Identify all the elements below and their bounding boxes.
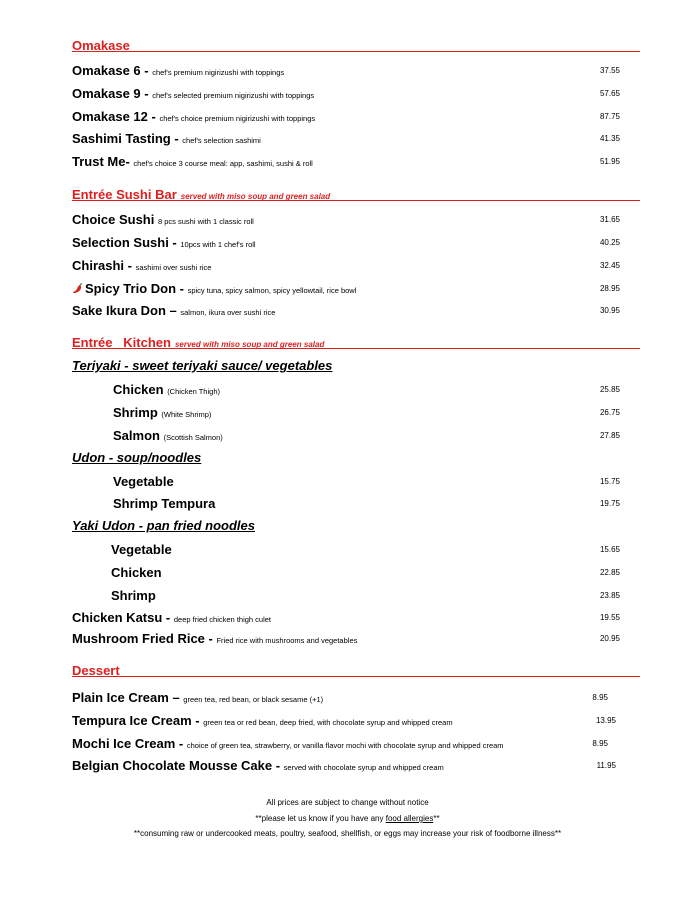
item-name: Omakase 12 - <box>72 109 160 124</box>
menu-item <box>113 427 622 445</box>
item-name: Mochi Ice Cream - <box>72 736 187 751</box>
menu-item <box>72 108 622 126</box>
item-price: 40.25 <box>599 238 620 247</box>
item-name: Chirashi - <box>72 258 136 273</box>
item-desc: served with chocolate syrup and whipped cream <box>283 763 444 772</box>
item-name: Omakase 6 - <box>72 63 153 78</box>
item-name: Vegetable <box>113 474 174 489</box>
item-desc: Fried rice with mushrooms and vegetables <box>216 636 358 645</box>
item-price: 41.35 <box>599 134 620 143</box>
item-name: Spicy Trio Don - <box>85 281 188 296</box>
menu-item <box>72 609 622 627</box>
item-name: Salmon <box>113 428 164 443</box>
section-note: served with miso soup and green salad <box>180 192 331 201</box>
menu-item <box>113 381 622 399</box>
item-name: Shrimp <box>111 588 156 603</box>
item-desc: chef's selected premium nigirizushi with toppings <box>152 91 315 100</box>
item-price: 32.45 <box>599 261 620 270</box>
menu-item <box>111 541 622 559</box>
section-title: Entrée Sushi Bar <box>72 187 177 202</box>
menu-item <box>72 211 622 229</box>
menu-item <box>113 473 622 491</box>
foodborne-warning: **consuming raw or undercooked meats, poultry, seafood, shellfish, or eggs may increase your risk of foodborne illness** <box>133 829 562 838</box>
section-title: Omakase <box>72 38 130 53</box>
item-price: 20.95 <box>599 634 620 643</box>
allergy-text: **please let us know if you have any <box>255 814 386 823</box>
item-price: 27.85 <box>599 431 620 440</box>
item-name: Selection Sushi - <box>72 235 181 250</box>
menu-item <box>72 153 622 171</box>
menu-item <box>72 712 622 730</box>
item-desc: chef's premium nigirizushi with toppings <box>152 68 285 77</box>
menu-item <box>72 62 622 80</box>
item-desc: green tea, red bean, or black sesame (+1) <box>183 695 324 704</box>
item-desc: chef's selection sashimi <box>182 136 261 145</box>
price-notice: All prices are subject to change without notice <box>266 798 429 807</box>
item-desc: sashimi over sushi rice <box>135 263 212 272</box>
allergy-text-end: ** <box>433 814 440 823</box>
section-note: served with miso soup and green salad <box>174 340 325 349</box>
section-sushi-bar <box>72 186 640 201</box>
item-name: Shrimp Tempura <box>113 496 216 511</box>
menu-item <box>72 257 622 275</box>
section-kitchen <box>72 334 640 349</box>
item-name: Plain Ice Cream – <box>72 690 184 705</box>
item-desc: choice of green tea, strawberry, or vanilla flavor mochi with chocolate syrup and whipped cream <box>186 741 504 750</box>
item-price: 8.95 <box>592 693 608 702</box>
menu-item <box>72 85 622 103</box>
item-name: Sashimi Tasting - <box>72 131 183 146</box>
item-desc: spicy tuna, spicy salmon, spicy yellowtail, rice bowl <box>187 286 357 295</box>
menu-item <box>72 757 622 775</box>
item-name: Chicken Katsu - <box>72 610 174 625</box>
item-price: 19.75 <box>599 499 620 508</box>
item-desc: 8 pcs sushi with 1 classic roll <box>157 217 254 226</box>
item-desc: chef's choice 3 course meal: app, sashimi, sushi & roll <box>133 159 313 168</box>
item-desc: (White Shrimp) <box>161 410 212 419</box>
item-price: 28.95 <box>599 284 620 293</box>
item-price: 23.85 <box>599 591 620 600</box>
menu-item <box>111 564 622 582</box>
menu-item <box>72 302 622 320</box>
menu-item <box>72 280 622 298</box>
item-desc: salmon, ikura over sushi rice <box>180 308 276 317</box>
menu-item <box>72 130 622 148</box>
item-price: 8.95 <box>592 739 608 748</box>
item-price: 37.55 <box>599 66 620 75</box>
item-price: 87.75 <box>599 112 620 121</box>
item-name: Mushroom Fried Rice - <box>72 631 217 646</box>
item-name: Omakase 9 - <box>72 86 153 101</box>
chili-pepper-icon <box>72 283 83 294</box>
item-price: 25.85 <box>599 385 620 394</box>
category-yaki-udon: Yaki Udon - pan fried noodles <box>72 518 255 533</box>
item-price: 30.95 <box>599 306 620 315</box>
section-title: Dessert <box>72 663 120 678</box>
menu-item <box>113 495 622 513</box>
item-desc: green tea or red bean, deep fried, with chocolate syrup and whipped cream <box>203 718 453 727</box>
menu-item <box>72 689 622 707</box>
category-udon: Udon - soup/noodles <box>72 450 202 465</box>
menu-item <box>72 234 622 252</box>
item-name: Tempura Ice Cream - <box>72 713 204 728</box>
item-name: Belgian Chocolate Mousse Cake - <box>72 758 284 773</box>
food-allergies-text: food allergies <box>385 814 434 823</box>
item-price: 57.65 <box>599 89 620 98</box>
item-desc: (Chicken Thigh) <box>167 387 220 396</box>
item-price: 51.95 <box>599 157 620 166</box>
item-desc: 10pcs with 1 chef's roll <box>180 240 256 249</box>
item-price: 15.75 <box>599 477 620 486</box>
item-name: Shrimp <box>113 405 162 420</box>
menu-item <box>113 404 622 422</box>
section-omakase <box>72 37 640 52</box>
item-name: Chicken <box>113 382 168 397</box>
item-name: Chicken <box>111 565 162 580</box>
section-title: Entrée Kitchen <box>72 335 171 350</box>
category-teriyaki: Teriyaki - sweet teriyaki sauce/ vegetables <box>72 358 333 373</box>
item-price: 19.55 <box>599 613 620 622</box>
item-name: Vegetable <box>111 542 172 557</box>
item-name: Choice Sushi <box>72 212 158 227</box>
menu-item <box>72 630 622 648</box>
section-dessert <box>72 662 640 677</box>
item-price: 11.95 <box>596 761 616 770</box>
item-price: 15.65 <box>599 545 620 554</box>
allergy-notice <box>0 814 695 823</box>
item-price: 26.75 <box>599 408 620 417</box>
item-price: 31.65 <box>599 215 620 224</box>
item-name: Sake Ikura Don – <box>72 303 181 318</box>
item-desc: deep fried chicken thigh culet <box>173 615 272 624</box>
item-price: 13.95 <box>595 716 616 725</box>
item-desc: (Scottish Salmon) <box>163 433 223 442</box>
item-name: Trust Me- <box>72 154 134 169</box>
item-desc: chef's choice premium nigirizushi with toppings <box>159 114 316 123</box>
menu-item <box>72 735 622 753</box>
item-price: 22.85 <box>599 568 620 577</box>
menu-item <box>111 587 622 605</box>
